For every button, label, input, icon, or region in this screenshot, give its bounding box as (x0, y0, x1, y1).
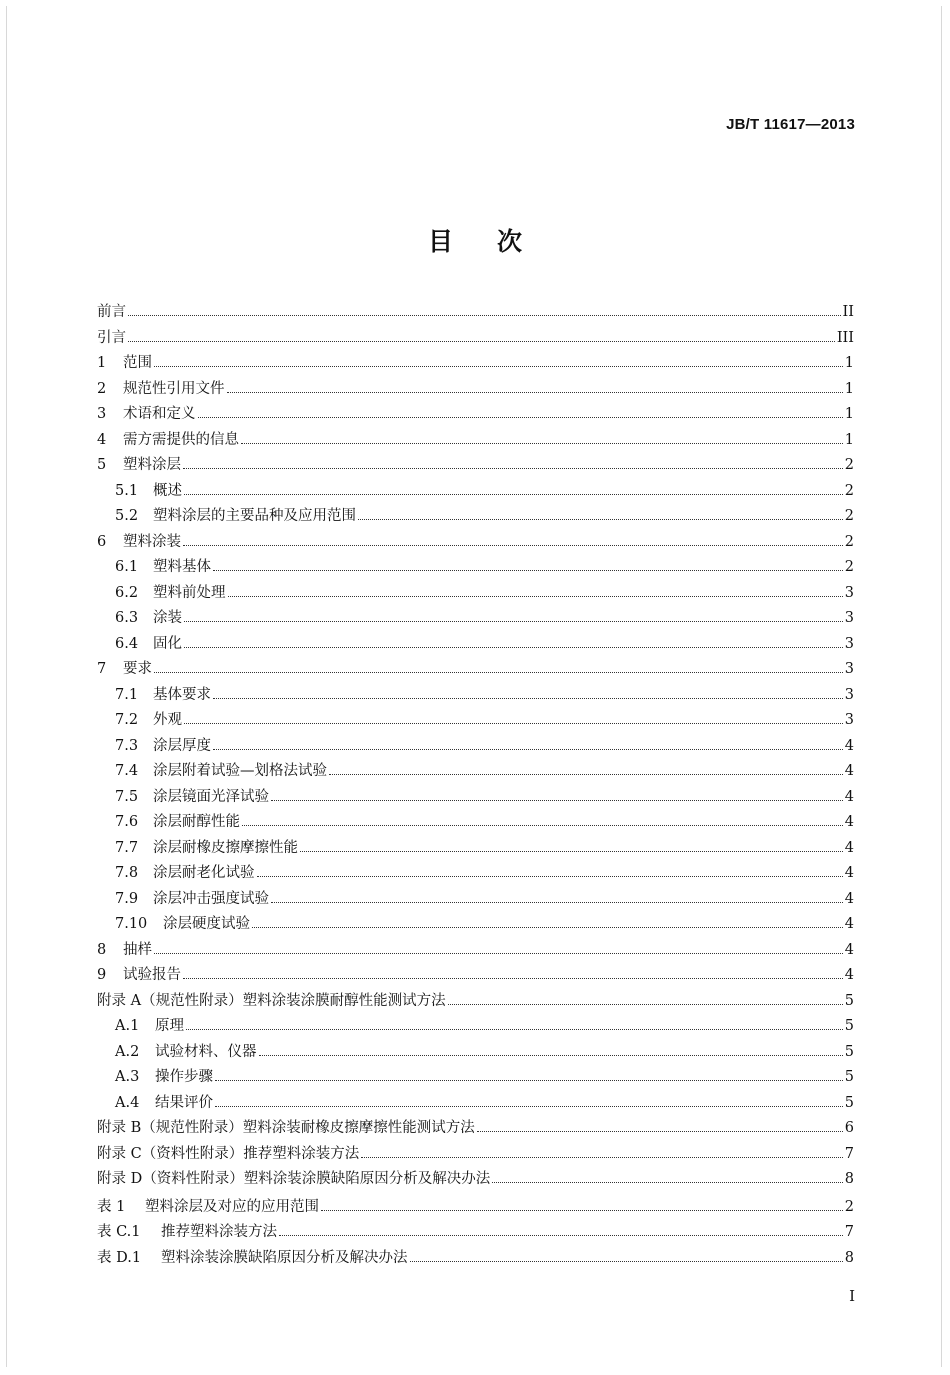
toc-leader-dots (198, 416, 843, 418)
toc-leader-dots (154, 365, 843, 367)
toc-entry-page: 4 (844, 737, 854, 754)
toc-entry-number: 7.3 (115, 737, 139, 754)
toc-entry-page: 4 (844, 941, 854, 958)
toc-leader-dots (228, 595, 843, 597)
toc-entry-number: A.3 (115, 1069, 140, 1085)
toc-leader-dots (279, 1234, 843, 1236)
toc-leader-dots (215, 1079, 843, 1081)
toc-entry-text: 塑料基体 (153, 559, 211, 575)
toc-entry-5[interactable] (97, 453, 854, 479)
toc-leader-dots (257, 875, 843, 877)
toc-entry-text: 需方需提供的信息 (123, 431, 239, 448)
toc-leader-dots (242, 824, 843, 826)
toc-entry-a-4[interactable] (97, 1091, 854, 1117)
toc-entry-page: II (842, 304, 854, 320)
toc-entry-page: 5 (844, 1018, 854, 1034)
toc-entry-5-1[interactable] (97, 479, 854, 505)
toc-entry-text: 塑料前处理 (153, 584, 226, 601)
toc-entry-4[interactable] (97, 428, 854, 454)
toc-entry-foreword[interactable] (97, 300, 854, 326)
toc-entry-number: 7.10 (115, 916, 148, 932)
toc-entry-annex-c[interactable] (97, 1142, 854, 1168)
toc-entry-text: 推荐塑料涂装方法 (161, 1224, 277, 1240)
toc-entry-page: 4 (844, 865, 854, 881)
toc-entry-text: 操作步骤 (155, 1069, 213, 1085)
toc-entry-annex-a[interactable] (97, 989, 854, 1015)
toc-leader-dots (259, 1054, 843, 1056)
toc-entry-page: 5 (844, 1043, 854, 1060)
toc-entry-text: 术语和定义 (123, 406, 196, 422)
toc-entry-page: 5 (844, 992, 854, 1009)
toc-entry-text: 塑料涂装 (123, 533, 181, 550)
toc-entry-table-1[interactable] (97, 1195, 854, 1221)
toc-entry-page: 4 (844, 916, 854, 932)
toc-entry-text: 固化 (153, 635, 182, 652)
toc-leader-dots (227, 391, 843, 393)
toc-entry-text: 涂层耐橡皮擦摩擦性能 (153, 839, 298, 856)
toc-leader-dots (477, 1130, 843, 1132)
toc-entry-number: 7.2 (115, 712, 139, 728)
toc-entry-number: 1 (97, 355, 107, 371)
toc-entry-text: 涂层耐老化试验 (153, 865, 255, 881)
toc-entry-6-2[interactable] (97, 581, 854, 607)
toc-entry-number: A.4 (115, 1094, 140, 1111)
toc-leader-dots (271, 799, 843, 801)
toc-entry-7-1[interactable] (97, 683, 854, 709)
toc-entry-number: 2 (97, 380, 107, 397)
toc-entry-page: 3 (844, 610, 854, 626)
toc-entry-page: 3 (844, 712, 854, 728)
toc-entry-number: 表 1 (97, 1198, 126, 1215)
toc-entry-7-3[interactable] (97, 734, 854, 760)
toc-entry-page: 1 (844, 406, 854, 422)
toc-entry-number: A.2 (115, 1043, 140, 1060)
toc-leader-dots (186, 1028, 843, 1030)
toc-entry-text: 抽样 (123, 941, 152, 958)
toc-list (97, 300, 854, 1271)
toc-entry-a-1[interactable] (97, 1014, 854, 1040)
toc-entry-page: III (836, 329, 854, 346)
toc-entry-number: 4 (97, 431, 107, 448)
toc-leader-dots (154, 671, 843, 673)
toc-entry-number: 9 (97, 967, 107, 983)
toc-entry-number: 3 (97, 406, 107, 422)
toc-entry-text: 涂层冲击强度试验 (153, 890, 269, 907)
toc-leader-dots (492, 1181, 843, 1183)
toc-entry-page: 1 (844, 431, 854, 448)
toc-entry-page: 4 (844, 890, 854, 907)
toc-entry-number: 6.2 (115, 584, 139, 601)
toc-entry-page: 8 (844, 1171, 854, 1187)
toc-entry-table-d-1[interactable] (97, 1246, 854, 1272)
toc-entry-7[interactable] (97, 657, 854, 683)
toc-entry-6[interactable] (97, 530, 854, 556)
toc-entry-number: 8 (97, 941, 107, 958)
toc-entry-number: 5.2 (115, 508, 139, 524)
toc-entry-text: 范围 (123, 355, 152, 371)
toc-entry-text: 附录 D（资料性附录）塑料涂装涂膜缺陷原因分析及解决办法 (97, 1171, 491, 1187)
toc-leader-dots (358, 518, 843, 520)
toc-entry-number: 7 (97, 661, 107, 677)
toc-entry-a-3[interactable] (97, 1065, 854, 1091)
toc-leader-dots (183, 467, 843, 469)
toc-title (0, 222, 950, 258)
toc-entry-7-10[interactable] (97, 912, 854, 938)
toc-entry-text: 附录 A（规范性附录）塑料涂装涂膜耐醇性能测试方法 (97, 992, 446, 1009)
toc-entry-number: 5.1 (115, 482, 139, 499)
toc-entry-text: 附录 C（资料性附录）推荐塑料涂装方法 (97, 1145, 360, 1162)
toc-entry-page: 3 (844, 661, 854, 677)
toc-leader-dots (213, 748, 843, 750)
toc-entry-text: 规范性引用文件 (123, 380, 225, 397)
toc-entry-1[interactable] (97, 351, 854, 377)
toc-entry-8[interactable] (97, 938, 854, 964)
toc-entry-number: 7.8 (115, 865, 139, 881)
toc-entry-text: 基体要求 (153, 686, 211, 703)
toc-entry-number: 5 (97, 457, 107, 473)
toc-entry-6-1[interactable] (97, 555, 854, 581)
toc-leader-dots (184, 493, 843, 495)
toc-leader-dots (300, 850, 843, 852)
toc-entry-9[interactable] (97, 963, 854, 989)
toc-entry-7-2[interactable] (97, 708, 854, 734)
toc-entry-page: 4 (844, 763, 854, 779)
toc-leader-dots (184, 620, 843, 622)
toc-entry-number: 7.6 (115, 814, 139, 830)
toc-entry-text: 概述 (153, 482, 182, 499)
toc-entry-text: 涂装 (153, 610, 182, 626)
toc-entry-text: 试验材料、仪器 (155, 1043, 257, 1060)
toc-entry-page: 7 (844, 1224, 854, 1240)
toc-leader-dots (361, 1156, 843, 1158)
toc-leader-dots (183, 977, 843, 979)
toc-leader-dots (154, 952, 843, 954)
toc-entry-5-2[interactable] (97, 504, 854, 530)
toc-entry-7-4[interactable] (97, 759, 854, 785)
toc-entry-number: 7.9 (115, 890, 139, 907)
toc-entry-text: 外观 (153, 712, 182, 728)
toc-entry-annex-d[interactable] (97, 1167, 854, 1193)
standard-code: JB/T 11617—2013 (726, 116, 855, 133)
toc-entry-introduction[interactable] (97, 326, 854, 352)
toc-entry-number: 7.5 (115, 788, 139, 805)
toc-entry-a-2[interactable] (97, 1040, 854, 1066)
toc-entry-page: 1 (844, 355, 854, 371)
toc-entry-number: 6 (97, 533, 107, 550)
toc-entry-page: 4 (844, 839, 854, 856)
toc-entry-text: 塑料涂装涂膜缺陷原因分析及解决办法 (161, 1249, 408, 1266)
toc-entry-page: 2 (844, 482, 854, 499)
toc-entry-text: 塑料涂层及对应的应用范围 (145, 1198, 319, 1215)
toc-entry-text: 试验报告 (123, 967, 181, 983)
toc-entry-7-5[interactable] (97, 785, 854, 811)
toc-leader-dots (128, 314, 841, 316)
toc-entry-page: 1 (844, 380, 854, 397)
toc-entry-7-7[interactable] (97, 836, 854, 862)
toc-leader-dots (448, 1003, 843, 1005)
toc-entry-6-4[interactable] (97, 632, 854, 658)
toc-entry-page: 2 (844, 559, 854, 575)
page-number: I (849, 1287, 855, 1305)
toc-entry-text: 涂层厚度 (153, 737, 211, 754)
toc-entry-annex-b[interactable] (97, 1116, 854, 1142)
toc-entry-6-3[interactable] (97, 606, 854, 632)
toc-entry-3[interactable] (97, 402, 854, 428)
toc-entry-text: 涂层附着试验—划格法试验 (153, 763, 327, 779)
toc-entry-text: 要求 (123, 661, 152, 677)
toc-entry-7-6[interactable] (97, 810, 854, 836)
toc-title-char-2: 次 (497, 227, 523, 256)
toc-entry-text: 结果评价 (155, 1094, 213, 1111)
toc-leader-dots (329, 773, 843, 775)
toc-leader-dots (252, 926, 843, 928)
toc-entry-text: 涂层硬度试验 (163, 916, 250, 932)
toc-title-char-1: 目 (427, 227, 453, 256)
toc-entry-number: 6.3 (115, 610, 139, 626)
toc-entry-7-9[interactable] (97, 887, 854, 913)
toc-leader-dots (241, 442, 843, 444)
toc-entry-text: 塑料涂层的主要品种及应用范围 (153, 508, 356, 524)
toc-leader-dots (271, 901, 843, 903)
toc-entry-text: 引言 (97, 329, 126, 346)
toc-entry-page: 4 (844, 788, 854, 805)
toc-entry-page: 8 (844, 1249, 854, 1266)
toc-entry-number: 表 C.1 (97, 1224, 141, 1240)
toc-entry-text: 附录 B（规范性附录）塑料涂装耐橡皮擦摩擦性能测试方法 (97, 1120, 475, 1136)
toc-leader-dots (184, 722, 843, 724)
toc-entry-number: A.1 (115, 1018, 140, 1034)
toc-entry-page: 3 (844, 635, 854, 652)
toc-entry-number: 表 D.1 (97, 1249, 142, 1266)
toc-entry-text: 原理 (155, 1018, 184, 1034)
toc-leader-dots (184, 646, 843, 648)
toc-entry-page: 3 (844, 584, 854, 601)
toc-entry-page: 2 (844, 1198, 854, 1215)
toc-leader-dots (410, 1260, 843, 1262)
toc-entry-page: 4 (844, 967, 854, 983)
toc-leader-dots (321, 1209, 843, 1211)
toc-entry-text: 涂层镜面光泽试验 (153, 788, 269, 805)
toc-entry-page: 7 (844, 1145, 854, 1162)
toc-entry-page: 5 (844, 1094, 854, 1111)
toc-entry-page: 5 (844, 1069, 854, 1085)
toc-entry-number: 7.4 (115, 763, 139, 779)
toc-entry-page: 2 (844, 457, 854, 473)
toc-entry-number: 6.4 (115, 635, 139, 652)
toc-entry-number: 7.1 (115, 686, 139, 703)
toc-leader-dots (128, 340, 835, 342)
toc-entry-number: 6.1 (115, 559, 139, 575)
toc-leader-dots (215, 1105, 843, 1107)
toc-entry-page: 3 (844, 686, 854, 703)
toc-entry-page: 6 (844, 1120, 854, 1136)
toc-entry-2[interactable] (97, 377, 854, 403)
toc-leader-dots (183, 544, 843, 546)
toc-leader-dots (213, 569, 843, 571)
toc-entry-number: 7.7 (115, 839, 139, 856)
toc-entry-table-c-1[interactable] (97, 1220, 854, 1246)
toc-entry-page: 2 (844, 508, 854, 524)
toc-leader-dots (213, 697, 843, 699)
toc-entry-page: 4 (844, 814, 854, 830)
toc-entry-text: 涂层耐醇性能 (153, 814, 240, 830)
toc-entry-7-8[interactable] (97, 861, 854, 887)
toc-entry-page: 2 (844, 533, 854, 550)
toc-entry-text: 前言 (97, 304, 126, 320)
toc-entry-text: 塑料涂层 (123, 457, 181, 473)
